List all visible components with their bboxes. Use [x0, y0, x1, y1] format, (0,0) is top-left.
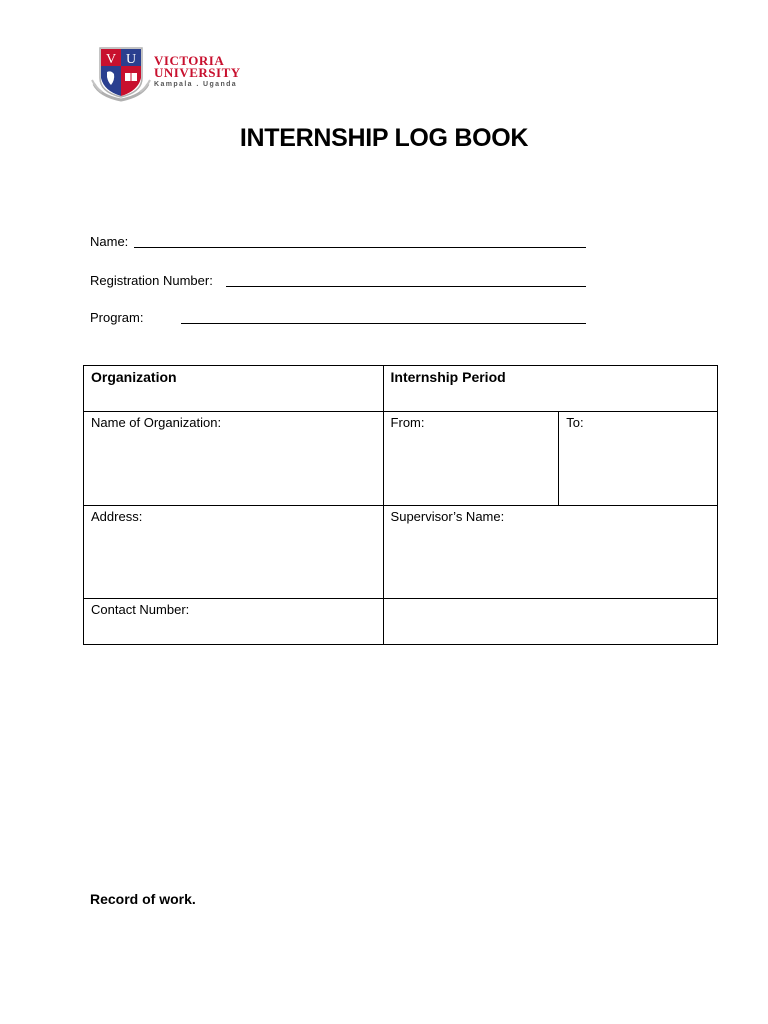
- name-blank-line[interactable]: [134, 247, 586, 248]
- empty-cell[interactable]: [383, 599, 717, 645]
- name-of-organization-label: Name of Organization:: [91, 415, 222, 430]
- address-cell[interactable]: [84, 506, 384, 599]
- internship-period-header-cell: [383, 366, 717, 412]
- to-cell[interactable]: [559, 412, 718, 506]
- program-field: [90, 310, 143, 325]
- logo-name-line2: UNIVERSITY: [154, 65, 241, 80]
- to-label: To:: [566, 415, 584, 430]
- registration-label: Registration Number:: [90, 273, 213, 288]
- registration-field: [90, 273, 213, 288]
- program-label: Program:: [90, 310, 144, 325]
- name-of-organization-cell[interactable]: [84, 412, 384, 506]
- from-label: From:: [390, 415, 425, 430]
- logo-initial-u: U: [125, 52, 137, 67]
- shield-crest-icon: [90, 44, 152, 102]
- table-row: [84, 506, 718, 599]
- page-title: INTERNSHIP LOG BOOK: [239, 124, 529, 152]
- logo-location: Kampala . Uganda: [154, 81, 238, 88]
- supervisor-name-label: Supervisor’s Name:: [390, 509, 505, 524]
- organization-header: Organization: [91, 369, 177, 385]
- from-cell[interactable]: [383, 412, 559, 506]
- registration-blank-line[interactable]: [226, 286, 586, 287]
- name-label: Name:: [90, 234, 129, 249]
- logo-name-line1: VICTORIA: [154, 53, 225, 68]
- organization-table: [83, 365, 718, 645]
- internship-period-header: Internship Period: [390, 369, 506, 385]
- university-logo: [90, 44, 250, 102]
- contact-number-label: Contact Number:: [91, 602, 190, 617]
- supervisor-name-cell[interactable]: [383, 506, 717, 599]
- logo-initial-v: V: [105, 52, 117, 67]
- organization-header-cell: [84, 366, 384, 412]
- table-row: [84, 599, 718, 645]
- record-of-work-heading: Record of work.: [90, 891, 196, 907]
- address-label: Address:: [91, 509, 143, 524]
- contact-number-cell[interactable]: [84, 599, 384, 645]
- table-header-row: [84, 366, 718, 412]
- table-row: [84, 412, 718, 506]
- name-field: [90, 234, 128, 249]
- program-blank-line[interactable]: [181, 323, 586, 324]
